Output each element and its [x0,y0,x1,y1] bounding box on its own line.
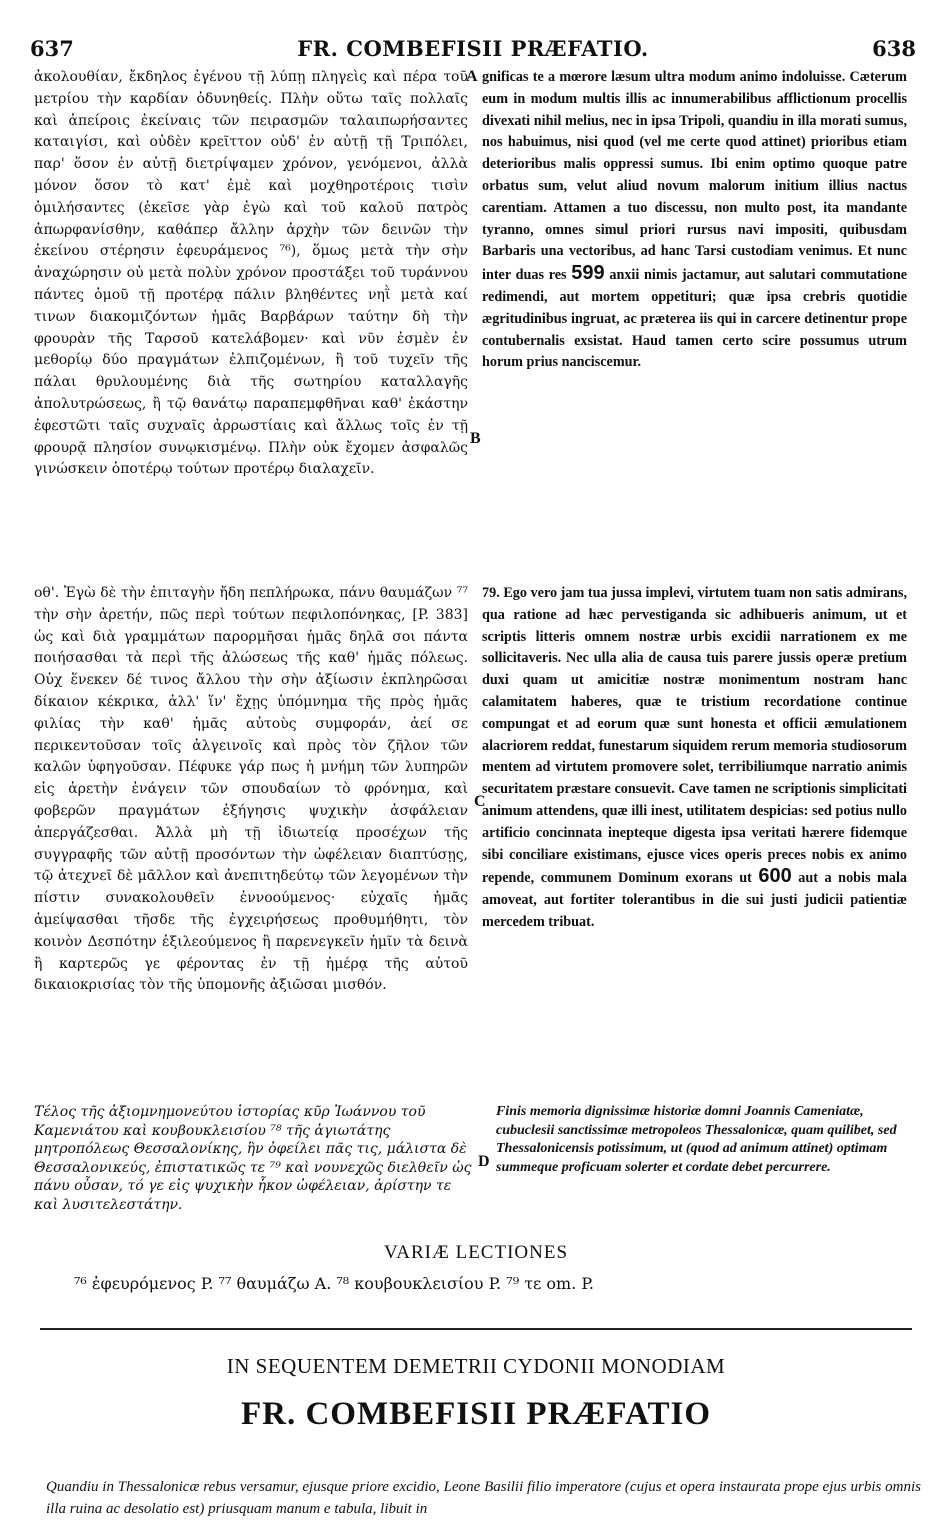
running-title: FR. COMBEFISII PRÆFATIO. [297,36,649,61]
page-marker-600: 600 [758,865,792,888]
finis-latin-text: Finis memoria dignissimæ historiæ domni Joannis Cameniatæ, cubuclesii sanctissimæ metropoleos Thessalonicæ, quam quilibet, sed Thessalonicensis potissimum, ut (quod ad animum attinet) optimam summeque proficuam solerter et cordate debet percurrere. [496,1104,897,1175]
latin-text-2b: aut a nobis mala amoveat, aut fortiter tolerantibus in die sui justi judicii patientiæ mercedem tribuat. [482,870,907,930]
finis-greek [34,1103,474,1214]
section-subtitle: IN SEQUENTEM DEMETRII CYDONII MONODIAM [226,1354,726,1378]
margin-letter-d: D [478,1153,490,1170]
variae-lectiones-title: VARIÆ LECTIONES [383,1242,569,1263]
latin-paragraph-1 [482,67,907,374]
page-number-right: 638 [872,36,916,61]
latin-text-1b: anxii nimis jactamur, aut salutari commutatione redimendi, aut mortem oppetituri; quæ ipsa crebris quotidie ægritudinibus ingruat, ac præterea iis qui in carcere detinentur prope contubernalis exsistat. Haud tamen certo scire possumus utrum horum prius nanciscemur. [482,267,908,371]
variae-lectiones-notes: ⁷⁶ ἐφευρόμενος P. ⁷⁷ θαυμάζω A. ⁷⁸ κουβουκλεισίου P. ⁷⁹ τε om. P. [74,1274,595,1293]
running-header [30,36,916,60]
greek-column [34,67,468,994]
greek-paragraph-1: ἀκολουθίαν, ἔκδηλος ἐγένου τῇ λύπῃ πληγεὶς καὶ πέρα τοῦ μετρίου τὴν καρδίαν ὀδυνηθείς. Πλὴν οὕτω ταῖς πολλαῖς καὶ ἀπείροις ἐκείναις τῶν πειρασμῶν ταλαιπωρήσαντες καταιγίσι, καὶ οὐδὲν κρεῖττον οὐδ' ἐν αὐτῇ τῇ Τριπόλει, παρ' ὅσον ἐν αὐτῇ διετρίψαμεν χρόνον, γενόμενοι, ἀλλὰ μόνον ὅσον τὸ κατ' ἐμὲ καὶ μοχθηροτέροις τισὶν ὁμιλήσαντες (ἐκεῖσε γὰρ ἐγὼ καὶ τοῦ καλοῦ πατρὸς ἀπωρφανίσθην, καθάπερ ἄλλην ἀρχὴν τῶν δεινῶν τὴν ἐκείνου στέρησιν ἐφευράμενος ⁷⁶), ὅμως μετὰ τὴν σὴν ἀναχώρησιν οὐ μετὰ πολὺν χρόνον προστάξει τοῦ τυράννου πάντες ὁμοῦ τῇ προτέρᾳ πάλιν βληθέντες νηῒ μετὰ καί τινων διακομιζόντων ἡμᾶς Βαρβάρων ταύτην δὴ τὴν φρουρὰν τῆς Ταρσοῦ κατελάβομεν· καὶ νῦν ἐσμὲν ἐν μεθορίῳ δύο πραγμάτων ἐλπιζομένων, ἢ τοῦ τυχεῖν τῆς πάλαι θρυλουμένης διὰ τῆς σωτηρίου καταλλαγῆς ἀπολυτρώσεως, ἢ τῷ θανάτῳ παραπεμφθῆναι καθ' ἑκάστην ἐφεστῶτι ταῖς συχναῖς ἀρρωστίαις καὶ ἄλλως τοῖς ἐν τῇ φρουρᾷ πλησίον συνῳκισμένῳ. Πλὴν οὐκ ἔχομεν ἀσφαλῶς γινώσκειν ὁποτέρῳ τούτων προτέρῳ διαλαχεῖν. [34,69,468,478]
latin-paragraph-79 [482,583,907,934]
greek-paragraph-79: οθ'. Ἐγὼ δὲ τὴν ἐπιταγὴν ἤδη πεπλήρωκα, πάνυ θαυμάζων ⁷⁷ τὴν σὴν ἀρετήν, πῶς περὶ τούτων πεφιλοπόνηκας, [P. 383] ὡς καὶ διὰ γραμμάτων παρορμῆσαι ἡμᾶς δηλᾶ σοι πάντα ποιήσασθαι τὰ περὶ τῆς ἁλώσεως τῆς καθ' ἡμᾶς πόλεως. Οὐχ ἕνεκεν δέ τινος ἄλλου τὴν σὴν ἀξίωσιν ἐκπληρῶσαι δίκαιον κέκρικα, ἀλλ' ἵν' ἔχῃς ὑπόμνημα τῆς πρὸς ἡμᾶς φιλίας τὴν καθ' ἡμᾶς αὐτοὺς συμφοράν, ἀεί σε περικεντοῦσαν τοῖς ἀλγεινοῖς καὶ πρὸς τὸν ζῆλον τῶν καλῶν ὑφηγοῦσαν. Πέφυκε γάρ πως ἡ μνήμη τῶν λυπηρῶν εἰς ἀρετὴν ἐνάγειν τῶν σπουδαίων τὸ φρόνημα, καὶ φοβερῶν πραγμάτων ἐξήγησις ψυχικὴν ἀσφάλειαν ἀπεργάζεσθαι. Ἀλλὰ μὴ τῇ ἰδιωτείᾳ προσέχων τῆς συγγραφῆς τῶν αὐτῇ προσόντων τὴν ὠφέλειαν διαπτύσῃς, τῷ ἀτεχνεῖ δὲ μᾶλλον καὶ ἀνεπιτηδεύτῳ τῶν λεγομένων τὴν πίστιν συνακολουθεῖν ἐννοούμενος· εὐχαῖς ἡμᾶς ἀμείψασθαι τῆσδε τῆς ἐγχειρήσεως προθυμήθητι, τὸν κοινὸν Δεσπότην ἐξιλεούμενος ἢ παρενεγκεῖν ἡμῖν τὰ δεινὰ ἢ καρτερῶς γε φέροντας ἐν τῇ ἡμέρᾳ τῆς αὐτοῦ δικαιοκρισίας τὸν τῆς ὑπομονῆς ἀξιῶσαι μισθόν. [34,585,468,994]
margin-letter-c: C [474,793,486,810]
section-divider [40,1328,912,1330]
latin-column [482,67,908,930]
page-marker-599: 599 [571,262,605,285]
latin-text-1a: gnificas te a mœrore læsum ultra modum animo indoluisse. Cæterum eum in modum multis illis ac innumerabilibus afflictionum procellis divexati nihil melius, nec in ipsa Tripoli, quandiu in illa morati sumus, nos habuimus, nisi quod (vel me certe quod attinet) prioribus etiam deterioribus malis oppressi sumus. Ibi enim optimo quoque patre orbatus sum, velut aliud novum malorum initium illius nactus carentiam. Attamen a tuo discessu, non multo post, ita mandante tyranno, omnes simul priori rursus navi impositi, quibusdam Barbaris una vectoribus, ad hanc Tarsi custodiam venimus. Et nunc inter duas res [482,69,907,284]
margin-letter-b: B [470,430,481,447]
page-number-left: 637 [30,36,74,61]
section-title: FR. COMBEFISII PRÆFATIO [240,1396,712,1432]
finis-latin [496,1103,918,1177]
latin-text-2a: 79. Ego vero jam tua jussa implevi, virtutem tuam non satis admirans, qua ratione ad hæc pervestiganda sic adhibueris animum, ut et scriptis litteris omnem nostræ urbis excidii narrationem ex me sollicitaveris. Nec ulla alia de causa tuis parere jussis operæ pretium duxi quam ut amicitiæ nostræ monimentum nostram hanc calamitatem haberes, quæ te tristium recordatione continue compungat et ad eorum quæ sunt honesta et officii æmulationem alacriorem reddat, funestarum siquidem rerum memoria studiosorum mentem ad virtutem promovere solet, terribiliumque narratio animis securitatem præstare consuevit. Cave tamen ne scriptionis simplicitati animum attendens, quæ illi inest, utilitatem despicias: sed potius nullo artificio concinnata inepteque digesta ipsa veritati hærere fidemque sibi conciliare existimans, ejusce vices operis preces nobis ex animo repende, communem Dominum exorans ut [482,585,907,887]
section-intro: Quandiu in Thessalonicæ rebus versamur, ejusque priore excidio, Leone Basilii filio imperatore (cujus et opera instaurata prope ejus urbis omnis illa ruina ac desolatio est) priusquam manum e tabula, libuit in [46,1479,921,1517]
margin-letter-a: A [466,68,478,85]
finis-greek-text: Τέλος τῆς ἀξιομνημονεύτου ἱστορίας κῦρ Ἰωάννου τοῦ Καμενιάτου καὶ κουβουκλεισίου ⁷⁸ τῆς ἁγιωτάτης μητροπόλεως Θεσσαλονίκης, ἣν ὀφείλει πᾶς τις, μάλιστα δὲ Θεσσαλονικεύς, ἐπιστατικῶς τε ⁷⁹ καὶ νουνεχῶς διελθεῖν ὡς πάνυ οὖσαν, τό γε εἰς ψυχικὴν ἧκον ὠφέλειαν, ἀρίστην τε καὶ λυσιτελεστάτην. [34,1104,472,1213]
